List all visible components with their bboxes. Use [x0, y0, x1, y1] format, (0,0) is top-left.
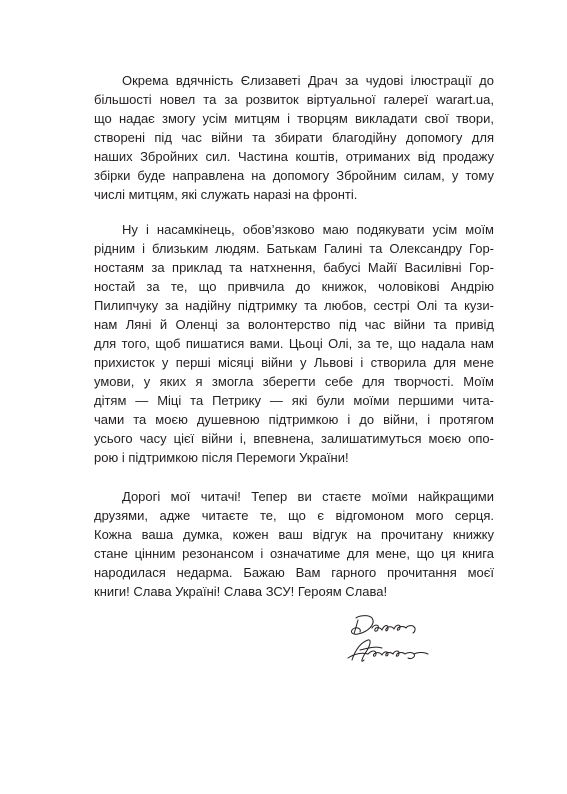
- text-line: Дорогі мої читачі! Тепер ви стаєте моїми найкращими: [122, 489, 494, 504]
- text-line: рідним і близьким людям. Батькам Галині та Олександру Гор-: [94, 241, 494, 256]
- text-line: друзями, адже читаєте те, що є відгомоном мого серця.: [94, 508, 494, 523]
- text-line: книги! Слава Україні! Слава ЗСУ! Героям Слава!: [94, 584, 388, 599]
- text-line: нам Ляні й Оленці за волонтерство під час війни та привід: [94, 317, 494, 332]
- paragraph-address-to-readers: [94, 487, 494, 601]
- text-line: більшості новел та за розвиток віртуальної галереї warart.ua,: [94, 92, 494, 107]
- text-line: ностай за те, що привчила до книжок, чоловікові Андрію: [94, 279, 494, 294]
- text-line: усього часу цієї війни і, впевнена, залишатимуться моєю опо-: [94, 431, 494, 446]
- text-line: рою і підтримкою після Перемоги України!: [94, 450, 349, 465]
- text-line: для того, щоб пишатися вами. Цьоці Олі, за те, що надала нам: [94, 336, 494, 351]
- text-line: Ну і насамкінець, обов’язково маю подякувати усім моїм: [122, 222, 494, 237]
- text-line: народилася недарма. Бажаю Вам гарного прочитання моєї: [94, 565, 494, 580]
- text-line: Окрема вдячність Єлизаветі Драч за чудові ілюстрації до: [122, 73, 494, 88]
- text-line: ностаям за приклад та натхнення, бабусі Майї Василівні Гор-: [94, 260, 494, 275]
- text-line: що надає змогу усім митцям і творцям викладати свої твори,: [94, 111, 494, 126]
- text-line: створені під час війни та збирати благодійну допомогу для: [94, 130, 494, 145]
- text-line: чами та моєю душевною підтримкою і до війни, і протягом: [94, 412, 494, 427]
- text-line: наших Збройних сил. Частина коштів, отриманих від продажу: [94, 149, 494, 164]
- handwritten-signature: [338, 608, 438, 670]
- paragraph-acknowledgement-family: [94, 220, 494, 467]
- text-line: збірки буде направлена на допомогу Збройним силам, у тому: [94, 168, 494, 183]
- text-line: Пилипчуку за надійну підтримку та любов, сестрі Олі та кузи-: [94, 298, 494, 313]
- text-line: прихисток у перші місяці війни у Львові і створила для мене: [94, 355, 494, 370]
- text-line: Кожна ваша думка, кожен ваш відгук на прочитану книжку: [94, 527, 494, 542]
- text-line: умови, у яких я змогла зберегти себе для творчості. Моїм: [94, 374, 494, 389]
- text-line: числі митцям, які служать наразі на фронті.: [94, 187, 358, 202]
- paragraph-acknowledgement-illustrator: [94, 71, 494, 204]
- text-line: дітям — Міці та Петрику — які були моїми першими чита-: [94, 393, 494, 408]
- text-line: стане цінним резонансом і означатиме для мене, що ця книга: [94, 546, 494, 561]
- signature-icon: [338, 608, 438, 670]
